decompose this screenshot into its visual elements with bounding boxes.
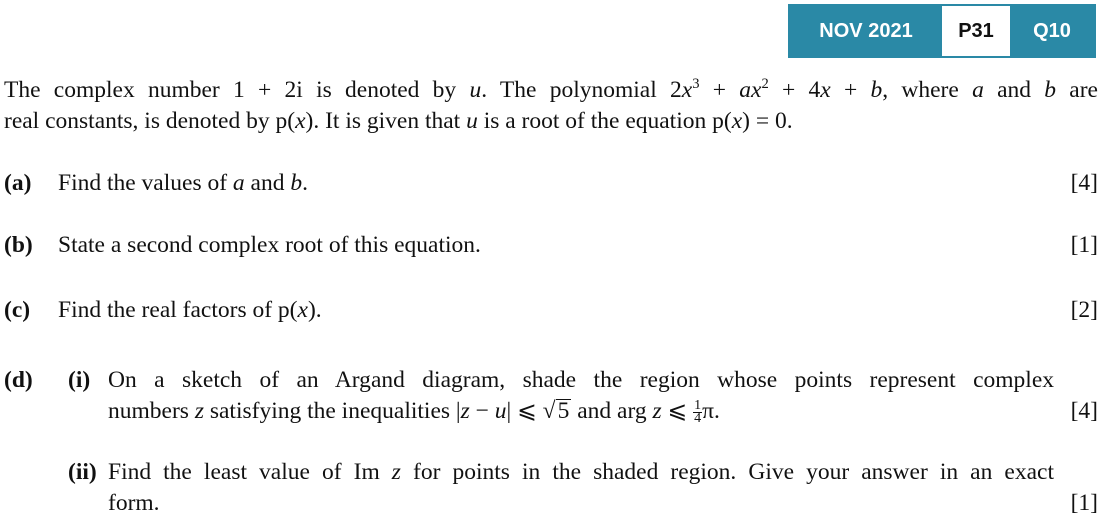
- part-b-marks: [1]: [1070, 232, 1098, 258]
- part-d-ii-marks: [1]: [1070, 490, 1098, 516]
- part-d: [4, 365, 1098, 515]
- part-d-ii-text: [108, 457, 1054, 519]
- intro-line-1: The complex number 1 + 2i is denoted by u. The polynomial $2x^3 + ax^2 + 4x + b$, where a and b are: [4, 75, 1098, 103]
- part-c-marks: [2]: [1070, 297, 1098, 323]
- badge-question: Q10: [1010, 6, 1094, 56]
- part-d-i-line-2: numbers z satisfying the inequalities |z − u| ⩽ √5 and arg z ⩽ $\frac{1}{4}$ π.: [108, 398, 720, 427]
- badge-paper: P31: [942, 6, 1010, 56]
- part-d-i-label: (i): [68, 367, 91, 393]
- part-c-text: Find the real factors of p(x).: [58, 297, 322, 323]
- part-c-label: (c): [4, 297, 31, 323]
- question-badge: [788, 4, 1096, 58]
- part-d-ii-line-2: form.: [108, 490, 160, 516]
- part-a-label: (a): [4, 170, 32, 196]
- part-a-text: Find the values of a and b.: [58, 170, 308, 196]
- question-intro: [4, 75, 1098, 137]
- part-d-ii-label: (ii): [68, 459, 97, 485]
- intro-line-2: real constants, is denoted by p(x). It is given that u is a root of the equation p(x) = 0.: [4, 108, 793, 134]
- part-b-label: (b): [4, 232, 33, 258]
- fraction-one-quarter: $\frac{1}{4}$: [694, 398, 702, 427]
- part-d-i-line-1: On a sketch of an Argand diagram, shade the region whose points represent complex: [108, 367, 1054, 393]
- badge-date: NOV 2021: [790, 6, 942, 56]
- part-d-label: (d): [4, 367, 33, 393]
- part-d-i-marks: [4]: [1070, 398, 1098, 424]
- part-a-marks: [4]: [1070, 170, 1098, 196]
- part-d-ii-line-1: Find the least value of Im z for points in the shaded region. Give your answer in an exact: [108, 459, 1054, 485]
- part-d-i-text: [108, 365, 1054, 427]
- part-b-text: State a second complex root of this equation.: [58, 232, 481, 258]
